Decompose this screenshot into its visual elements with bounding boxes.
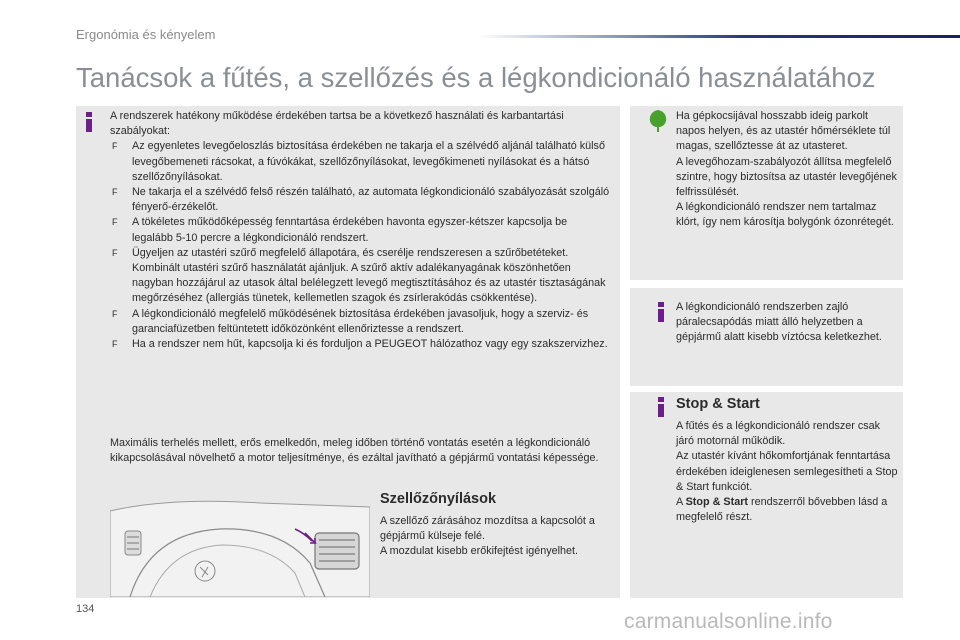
info-icon	[85, 112, 93, 132]
list-item: F A tökéletes működőképesség fenntartása érdekében havonta egyszer-kétszer kapcsolja be legalább 5-10 percre a légkondicionáló rendszert.	[112, 216, 568, 244]
watermark: carmanualsonline.info	[624, 610, 833, 633]
vents-heading: Szellőzőnyílások	[380, 491, 497, 507]
section-title: Ergonómia és kényelem	[76, 27, 216, 42]
bullet-icon: F	[112, 141, 118, 152]
stop-start-link-text: Stop & Start	[685, 496, 748, 509]
info-icon	[657, 397, 665, 417]
list-item: F A légkondicionáló megfelelő működésének biztosítása érdekében javasoljuk, hogy a szerviz- és garanciafüzetben feltüntetett időközönként ellenőriztesse a rendszert.	[112, 307, 589, 335]
bullet-icon: F	[112, 187, 118, 198]
bullet-icon: F	[112, 339, 118, 350]
bullet-icon: F	[112, 308, 118, 319]
stop-start-heading: Stop & Start	[676, 396, 760, 412]
info-icon	[657, 302, 665, 322]
bullet-icon: F	[112, 217, 118, 228]
list-item: F Ha a rendszer nem hűt, kapcsolja ki és forduljon a PEUGEOT hálózathoz vagy egy szakszervizhez.	[110, 337, 610, 352]
header-rule	[478, 35, 960, 38]
page-title: Tanácsok a fűtés, a szellőzés és a légkondicionáló használatához	[76, 62, 876, 93]
main-text	[110, 109, 610, 352]
towing-paragraph: Maximális terhelés mellett, erős emelkedőn, meleg időben történő vontatás esetén a légkondicionáló kikapcsolásával növelhető a motor teljesítménye, és ezáltal javítható a gépjármű vontatási képessége.	[110, 437, 599, 465]
list-item: F Ügyeljen az utastéri szűrő megfelelő állapotára, és cserélje rendszeresen a szűrőbetéteket. Kombinált utastéri szűrő használatát ajánljuk. A szűrő aktív adalékanyagának köszönhetően nagyban hozzájárul az utasok által belélegzett levegő megtisztításához és az utastér tisztaságának megőrzéséhez (allergiás tünetek, kellemetlen szagok és zsírlerakódás csökkentése).	[112, 246, 606, 305]
bullet-icon: F	[112, 247, 118, 258]
list-item: F Az egyenletes levegőeloszlás biztosítása érdekében ne takarja el a szélvédő aljánál található külső levegőbemeneti rácsokat, a fúvókákat, szellőzőnyílásokat, levegőkimeneti nyílásokat és a hátsó szellőzőnyílásokat.	[112, 140, 605, 183]
list-item: F Ne takarja el a szélvédő felső részén található, az automata légkondicionáló szabályozását szolgáló fényerő-érzékelőt.	[112, 186, 610, 214]
page-number: 134	[76, 603, 95, 615]
main-intro: A rendszerek hatékony működése érdekében tartsa be a következő használati és karbantartási szabályokat:	[110, 110, 564, 138]
tips-list	[110, 139, 610, 352]
eco-text: Ha gépkocsijával hosszabb ideig parkolt napos helyen, és az utastér hőmérséklete túl magas, szellőztesse át az utasteret. A levegőhozam-szabályozót állítsa megfelelő szintre, hogy biztosítsa az utastér levegőjének felfrissülését. A légkondicionáló rendszer nem tartalmaz klórt, így nem károsítja bolygónk ózonrétegét.	[676, 110, 897, 229]
leaf-icon	[648, 109, 668, 133]
stop-start-text: A fűtés és a légkondicionáló rendszer csak járó motornál működik. Az utastér kívánt hőkomfortjának fenntartása érdekében ideiglenesen semlegesítheti a Stop & Start funkciót. A Stop & Start rendszerről bővebben lásd a megfelelő részt.	[676, 420, 898, 524]
condensation-text: A légkondicionáló rendszerben zajló páralecsapódás miatt álló helyzetben a gépjármű alatt kisebb víztócsa keletkezhet.	[676, 301, 882, 344]
vent-illustration	[110, 493, 370, 597]
vents-text: A szellőző zárásához mozdítsa a kapcsolót a gépjármű külseje felé. A mozdulat kisebb erőkifejtést igényelhet.	[380, 515, 595, 558]
